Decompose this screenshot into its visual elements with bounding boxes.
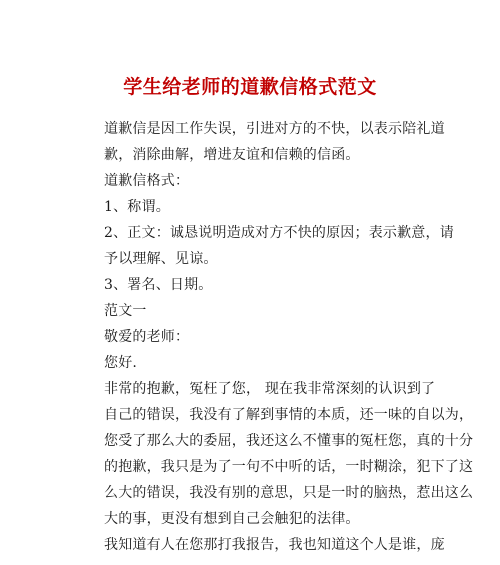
paragraph-line: 我知道有人在您那打我报告，我也知道这个人是谁，庞 xyxy=(104,537,445,553)
paragraph-line: 么大的错误，我没有别的意思，只是一时的脑热，惹出这么 xyxy=(104,485,474,501)
list-item: 3、署名、日期。 xyxy=(104,277,213,293)
document-title: 学生给老师的道歉信格式范文 xyxy=(123,76,377,98)
paragraph-line: 大的事，更没有想到自己会触犯的法律。 xyxy=(104,511,360,527)
paragraph-line: 自己的错误，我没有了解到事情的本质，还一味的自以为， xyxy=(104,407,474,423)
list-item: 2、正文：诚恳说明造成对方不快的原因；表示歉意，请 xyxy=(104,225,454,241)
example-heading: 范文一 xyxy=(104,303,147,319)
greeting: 您好. xyxy=(104,355,138,371)
paragraph-line: 歉，消除曲解，增进友谊和信赖的信函。 xyxy=(104,147,360,163)
paragraph-line: 您受了那么大的委屈，我还这么不懂事的冤枉您，真的十分 xyxy=(104,433,474,449)
salutation: 敬爱的老师： xyxy=(104,329,190,345)
paragraph-line: 的抱歉，我只是为了一句不中听的话，一时糊涂，犯下了这 xyxy=(104,459,474,475)
paragraph-line: 非常的抱歉，冤枉了您， 现在我非常深刻的认识到了 xyxy=(104,381,436,397)
section-heading: 道歉信格式： xyxy=(104,173,190,189)
list-item-continuation: 予以理解、见谅。 xyxy=(104,251,218,267)
list-item: 1、称谓。 xyxy=(104,199,170,215)
paragraph-line: 道歉信是因工作失误，引进对方的不快，以表示陪礼道 xyxy=(104,121,445,137)
